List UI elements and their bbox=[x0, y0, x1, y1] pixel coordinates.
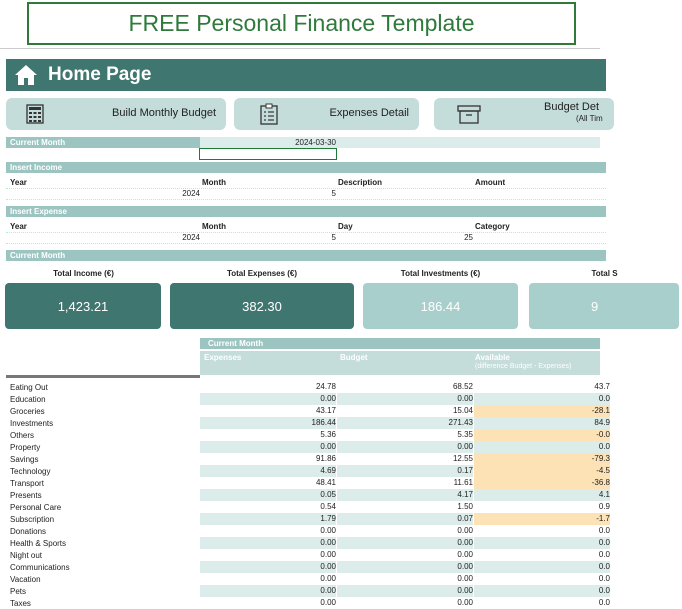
total-savings-value: 9 bbox=[591, 298, 599, 314]
category-name: Savings bbox=[10, 455, 39, 464]
income-col-amount: Amount bbox=[475, 178, 506, 187]
expenses-cell[interactable]: 0.00 bbox=[200, 585, 336, 597]
expense-month-input[interactable]: 5 bbox=[331, 233, 336, 242]
category-name: Presents bbox=[10, 491, 42, 500]
table-row bbox=[0, 393, 610, 405]
expense-col-month: Month bbox=[202, 222, 226, 231]
home-header bbox=[6, 59, 606, 91]
budget-cell[interactable]: 12.55 bbox=[452, 454, 473, 463]
expense-col-category: Category bbox=[475, 222, 510, 231]
total-expenses-value: 382.30 bbox=[242, 298, 282, 314]
spreadsheet bbox=[0, 48, 618, 608]
total-investments-value: 186.44 bbox=[420, 298, 461, 314]
budget-cell[interactable]: 0.00 bbox=[457, 598, 473, 607]
available-cell[interactable]: 0.0 bbox=[474, 537, 610, 549]
table-row bbox=[0, 561, 610, 573]
category-name: Vacation bbox=[10, 575, 41, 584]
insert-expense-header: Insert Expense bbox=[6, 206, 606, 217]
expenses-cell[interactable]: 1.79 bbox=[200, 513, 336, 525]
category-name: Technology bbox=[10, 467, 51, 476]
available-cell[interactable]: -36.8 bbox=[474, 477, 610, 489]
budget-cell[interactable]: 0.00 bbox=[337, 537, 473, 549]
clipboard-icon bbox=[254, 103, 284, 125]
available-cell[interactable]: 0.0 bbox=[474, 393, 610, 405]
budget-cell[interactable]: 68.52 bbox=[452, 382, 473, 391]
insert-income-header: Insert Income bbox=[6, 162, 606, 173]
category-name: Property bbox=[10, 443, 41, 452]
budget-cell[interactable]: 15.04 bbox=[452, 406, 473, 415]
category-name: Pets bbox=[10, 587, 27, 596]
selected-cell[interactable] bbox=[199, 148, 337, 160]
expenses-cell[interactable]: 0.00 bbox=[200, 441, 336, 453]
col-available: Available bbox=[475, 353, 510, 362]
budget-cell[interactable]: 11.61 bbox=[453, 478, 473, 487]
expenses-cell[interactable]: 0.00 bbox=[320, 598, 336, 607]
total-savings-card bbox=[529, 283, 679, 329]
total-investments-label: Total Investments (€) bbox=[400, 269, 481, 278]
category-name: Eating Out bbox=[10, 383, 48, 392]
total-income-label: Total Income (€) bbox=[53, 269, 114, 278]
table-row bbox=[0, 513, 610, 525]
expenses-detail-button[interactable] bbox=[234, 98, 419, 130]
page-title: Home Page bbox=[48, 64, 152, 85]
expense-col-day: Day bbox=[338, 222, 353, 231]
expenses-cell[interactable]: 0.00 bbox=[320, 574, 336, 583]
build-budget-label: Build Monthly Budget bbox=[112, 107, 216, 119]
expense-col-year: Year bbox=[10, 222, 27, 231]
income-month-input[interactable]: 5 bbox=[331, 189, 336, 198]
table-row bbox=[0, 465, 610, 477]
expenses-cell[interactable]: 24.78 bbox=[315, 382, 336, 391]
available-cell[interactable]: 0.0 bbox=[474, 441, 610, 453]
available-cell[interactable]: -4.5 bbox=[474, 465, 610, 477]
total-expenses-card bbox=[170, 283, 354, 329]
expenses-cell[interactable]: 0.00 bbox=[200, 537, 336, 549]
table-column-headers bbox=[200, 351, 600, 375]
budget-cell[interactable]: 0.00 bbox=[457, 550, 473, 559]
budget-cell[interactable]: 271.43 bbox=[337, 417, 473, 429]
available-cell[interactable]: 0.0 bbox=[598, 598, 610, 607]
available-cell[interactable]: 0.0 bbox=[598, 550, 610, 559]
category-name: Groceries bbox=[10, 407, 45, 416]
col-budget: Budget bbox=[340, 353, 368, 362]
expenses-cell[interactable]: 4.69 bbox=[200, 465, 336, 477]
calculator-icon bbox=[20, 104, 50, 124]
category-name: Others bbox=[10, 431, 35, 440]
budget-detail-title: Budget Det bbox=[544, 101, 600, 113]
expenses-cell[interactable]: 0.00 bbox=[200, 561, 336, 573]
income-year-input[interactable]: 2024 bbox=[182, 189, 200, 198]
budget-cell[interactable]: 0.00 bbox=[337, 561, 473, 573]
table-row bbox=[0, 573, 610, 585]
expenses-cell[interactable]: 5.36 bbox=[320, 430, 336, 439]
expenses-cell[interactable]: 43.17 bbox=[315, 406, 336, 415]
budget-cell[interactable]: 5.35 bbox=[457, 430, 473, 439]
category-name: Education bbox=[10, 395, 46, 404]
available-cell[interactable]: 0.9 bbox=[598, 502, 610, 511]
expense-day-input[interactable]: 25 bbox=[464, 233, 473, 242]
available-cell[interactable]: -0.0 bbox=[474, 429, 610, 441]
available-cell[interactable]: 43.7 bbox=[594, 382, 610, 391]
table-row bbox=[0, 549, 610, 561]
total-income-card bbox=[5, 283, 161, 329]
income-col-description: Description bbox=[338, 178, 383, 187]
total-income-value: 1,423.21 bbox=[57, 298, 109, 314]
total-savings-label: Total S bbox=[591, 269, 618, 278]
available-cell[interactable]: 0.0 bbox=[474, 561, 610, 573]
category-name: Subscription bbox=[10, 515, 55, 524]
table-row bbox=[0, 405, 610, 417]
expenses-cell[interactable]: 0.00 bbox=[320, 526, 336, 535]
budget-cell[interactable]: 0.17 bbox=[337, 465, 473, 477]
expenses-detail-label: Expenses Detail bbox=[329, 107, 409, 119]
table-row bbox=[0, 585, 610, 597]
available-cell[interactable]: 84.9 bbox=[474, 417, 610, 429]
budget-detail-subtitle: (All Tim bbox=[576, 114, 603, 123]
category-name: Personal Care bbox=[10, 503, 62, 512]
table-row bbox=[0, 429, 610, 441]
table-divider bbox=[6, 375, 200, 378]
table-row bbox=[0, 417, 610, 429]
expenses-cell[interactable]: 48.41 bbox=[315, 478, 336, 487]
budget-cell[interactable]: 0.00 bbox=[337, 393, 473, 405]
budget-cell[interactable]: 0.00 bbox=[337, 585, 473, 597]
available-cell[interactable]: 0.0 bbox=[598, 574, 610, 583]
current-month-value[interactable]: 2024-03-30 bbox=[295, 138, 336, 147]
table-row bbox=[0, 501, 610, 513]
expenses-cell[interactable]: 0.54 bbox=[320, 502, 336, 511]
category-name: Transport bbox=[10, 479, 44, 488]
table-row bbox=[0, 453, 610, 465]
col-available-sub: (difference Budget - Expenses) bbox=[475, 363, 572, 370]
category-name: Health & Sports bbox=[10, 539, 67, 548]
budget-cell[interactable]: 4.17 bbox=[337, 489, 473, 501]
expenses-cell[interactable]: 91.86 bbox=[315, 454, 336, 463]
category-name: Night out bbox=[10, 551, 43, 560]
current-month-label: Current Month bbox=[6, 137, 200, 148]
available-cell[interactable]: 0.0 bbox=[598, 526, 610, 535]
budget-cell[interactable]: 0.00 bbox=[457, 574, 473, 583]
table-row bbox=[0, 477, 610, 489]
box-icon bbox=[454, 104, 484, 124]
expenses-cell[interactable]: 0.00 bbox=[200, 393, 336, 405]
available-cell[interactable]: 0.0 bbox=[474, 585, 610, 597]
table-row bbox=[0, 381, 610, 393]
income-col-year: Year bbox=[10, 178, 27, 187]
banner-title: FREE Personal Finance Template bbox=[128, 10, 475, 36]
available-cell[interactable]: -1.7 bbox=[474, 513, 610, 525]
summary-header: Current Month bbox=[6, 250, 606, 261]
table-row bbox=[0, 441, 610, 453]
category-name: Donations bbox=[10, 527, 47, 536]
table-header: Current Month bbox=[200, 338, 600, 349]
table-row bbox=[0, 489, 610, 501]
build-budget-button[interactable] bbox=[6, 98, 226, 130]
income-col-month: Month bbox=[202, 178, 226, 187]
category-name: Taxes bbox=[10, 599, 31, 608]
table-row bbox=[0, 597, 610, 609]
expenses-cell[interactable]: 0.05 bbox=[200, 489, 336, 501]
budget-cell[interactable]: 0.00 bbox=[457, 526, 473, 535]
budget-detail-label bbox=[544, 101, 603, 125]
table-row bbox=[0, 537, 610, 549]
table-row bbox=[0, 525, 610, 537]
total-investments-card bbox=[363, 283, 518, 329]
budget-cell[interactable]: 1.50 bbox=[457, 502, 473, 511]
total-expenses-label: Total Expenses (€) bbox=[226, 269, 298, 278]
expenses-cell[interactable]: 0.00 bbox=[320, 550, 336, 559]
budget-cell[interactable]: 0.07 bbox=[337, 513, 473, 525]
home-icon bbox=[14, 63, 40, 87]
expenses-cell[interactable]: 186.44 bbox=[200, 417, 336, 429]
expense-year-input[interactable]: 2024 bbox=[182, 233, 200, 242]
budget-cell[interactable]: 0.00 bbox=[337, 441, 473, 453]
category-name: Investments bbox=[10, 419, 54, 428]
available-cell[interactable]: -79.3 bbox=[474, 453, 610, 465]
available-cell[interactable]: 4.1 bbox=[474, 489, 610, 501]
promo-banner bbox=[27, 2, 576, 45]
available-cell[interactable]: -28.1 bbox=[474, 405, 610, 417]
col-expenses: Expenses bbox=[204, 353, 242, 362]
category-name: Communications bbox=[10, 563, 70, 572]
budget-detail-button[interactable] bbox=[434, 98, 614, 130]
